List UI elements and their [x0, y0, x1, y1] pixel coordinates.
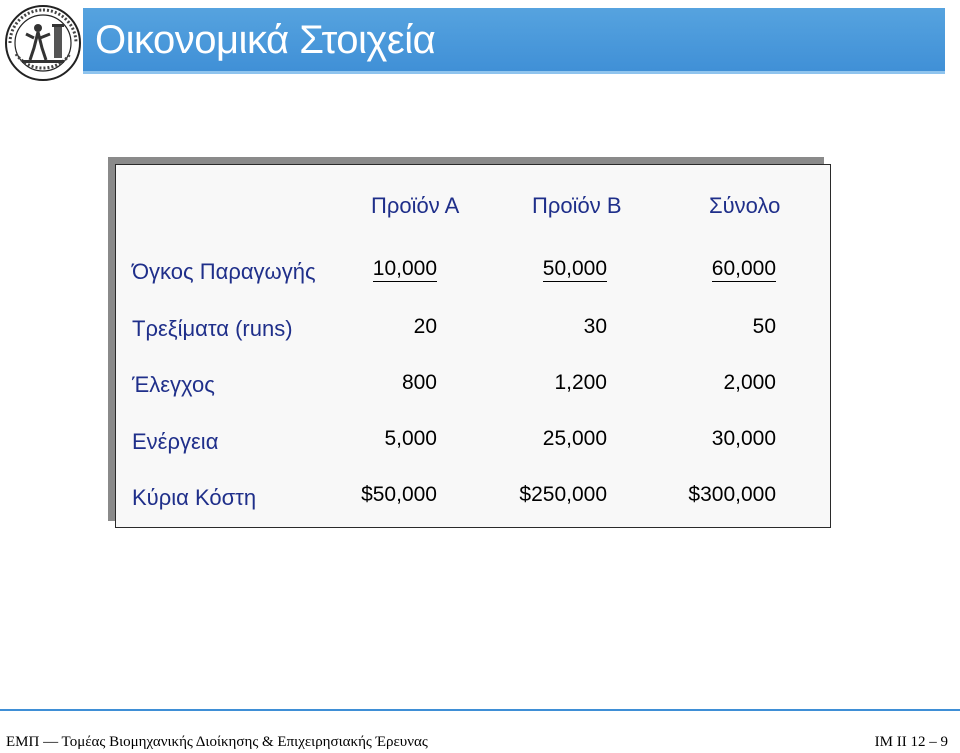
row-label-energy: Ενέργεια [132, 429, 219, 454]
row-label-main-costs: Κύρια Κόστη [132, 485, 257, 510]
table-cell: 30,000 [711, 427, 776, 450]
row-label-inspection: Έλεγχος [132, 372, 215, 397]
table-cell: 800 [401, 371, 437, 394]
row-label-production-volume: Όγκος Παραγωγής [132, 259, 316, 284]
footer-department: ΕΜΠ — Τομέας Βιομηχανικής Διοίκησης & Επιχειρησιακής Έρευνας [6, 734, 428, 750]
table-cell: $250,000 [519, 483, 607, 506]
table-cell: 5,000 [384, 427, 437, 450]
table-cell: $300,000 [688, 483, 776, 506]
column-header-product-a: Προϊόν Α [371, 193, 460, 218]
table-cell: 1,200 [554, 371, 607, 394]
page-title: Οικονομικά Στοιχεία [95, 18, 436, 62]
table-cell: 60,000 [711, 257, 776, 280]
table-cell: 30 [583, 315, 607, 338]
title-rule [83, 71, 945, 74]
data-table [115, 164, 831, 528]
table-cell: 50 [752, 315, 776, 338]
table-cell: 2,000 [723, 371, 776, 394]
table-cell: 20 [413, 315, 437, 338]
table-cell: 10,000 [372, 257, 437, 280]
university-seal-icon [4, 4, 82, 82]
row-label-runs: Τρεξίματα (runs) [132, 316, 293, 341]
table-cell: 50,000 [542, 257, 607, 280]
table-cell: $50,000 [361, 483, 437, 506]
column-header-product-b: Προϊόν Β [532, 193, 622, 218]
title-bar [83, 8, 945, 74]
column-header-total: Σύνολο [709, 193, 781, 218]
footer-rule [0, 709, 960, 711]
footer-slide-number: ΙΜ ΙΙ 12 – 9 [874, 734, 948, 750]
table-cell: 25,000 [542, 427, 607, 450]
